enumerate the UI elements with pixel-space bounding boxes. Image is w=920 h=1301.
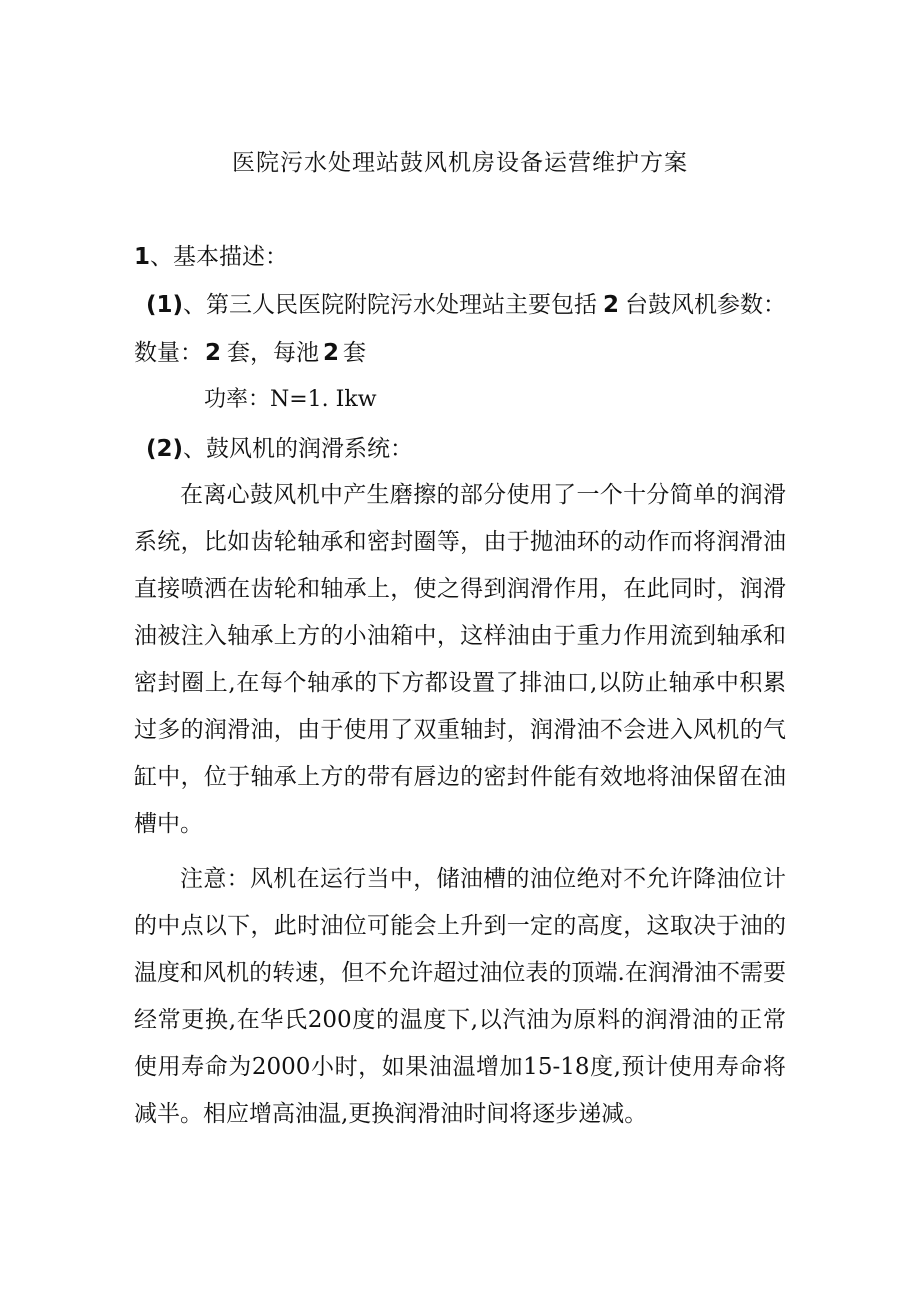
document-title: 医院污水处理站鼓风机房设备运营维护方案 <box>232 150 688 176</box>
section-1-number: 1 <box>134 244 151 270</box>
lubrication-paragraph: 在离心鼓风机中产生磨擦的部分使用了一个十分简单的润滑系统，比如齿轮轴承和密封圈等，由于抛油环的动作而将润滑油直接喷洒在齿轮和轴承上，使之得到润滑作用，在此同时，润滑油被注入轴承上方的小油箱中，这样油由于重力作用流到轴承和密封圈上,在每个轴承的下方都设置了排油口,以防止轴承中积累过多的润滑油，由于使用了双重轴封，润滑油不会进入风机的气缸中，位于轴承上方的带有唇边的密封件能有效地将油保留在油槽中。 <box>134 482 786 837</box>
item-1-text-b: 台鼓风机参数： <box>625 292 787 318</box>
section-1-text: 、基本描述： <box>150 244 289 270</box>
quantity-count-2: 2 <box>323 340 340 366</box>
item-1-count: 2 <box>603 292 620 318</box>
quantity-text-mid: 套，每池 <box>227 340 320 366</box>
item-1-number: (1) <box>146 292 184 318</box>
item-2-line <box>146 430 413 463</box>
item-2-text: 、鼓风机的润滑系统： <box>183 436 414 462</box>
item-1-text-a: 、第三人民医院附院污水处理站主要包括 <box>183 292 598 318</box>
quantity-text-end: 套 <box>343 340 367 366</box>
quantity-line <box>134 334 366 367</box>
item-2-number: (2) <box>146 436 184 462</box>
quantity-count-1: 2 <box>205 340 222 366</box>
quantity-label: 数量： <box>134 340 203 366</box>
power-line: 功率：N=1. Ikw <box>204 387 377 412</box>
item-1-line <box>146 286 786 319</box>
section-1-heading <box>134 238 288 271</box>
note-paragraph: 注意：风机在运行当中，储油槽的油位绝对不允许降油位计的中点以下，此时油位可能会上升到一定的高度，这取决于油的温度和风机的转速，但不允许超过油位表的顶端.在润滑油不需要经常更换,在华氏200度的温度下,以汽油为原料的润滑油的正常使用寿命为2000小时，如果油温增加15-18度,预计使用寿命将减半。相应增高油温,更换润滑油时间将逐步递减。 <box>134 866 786 1127</box>
